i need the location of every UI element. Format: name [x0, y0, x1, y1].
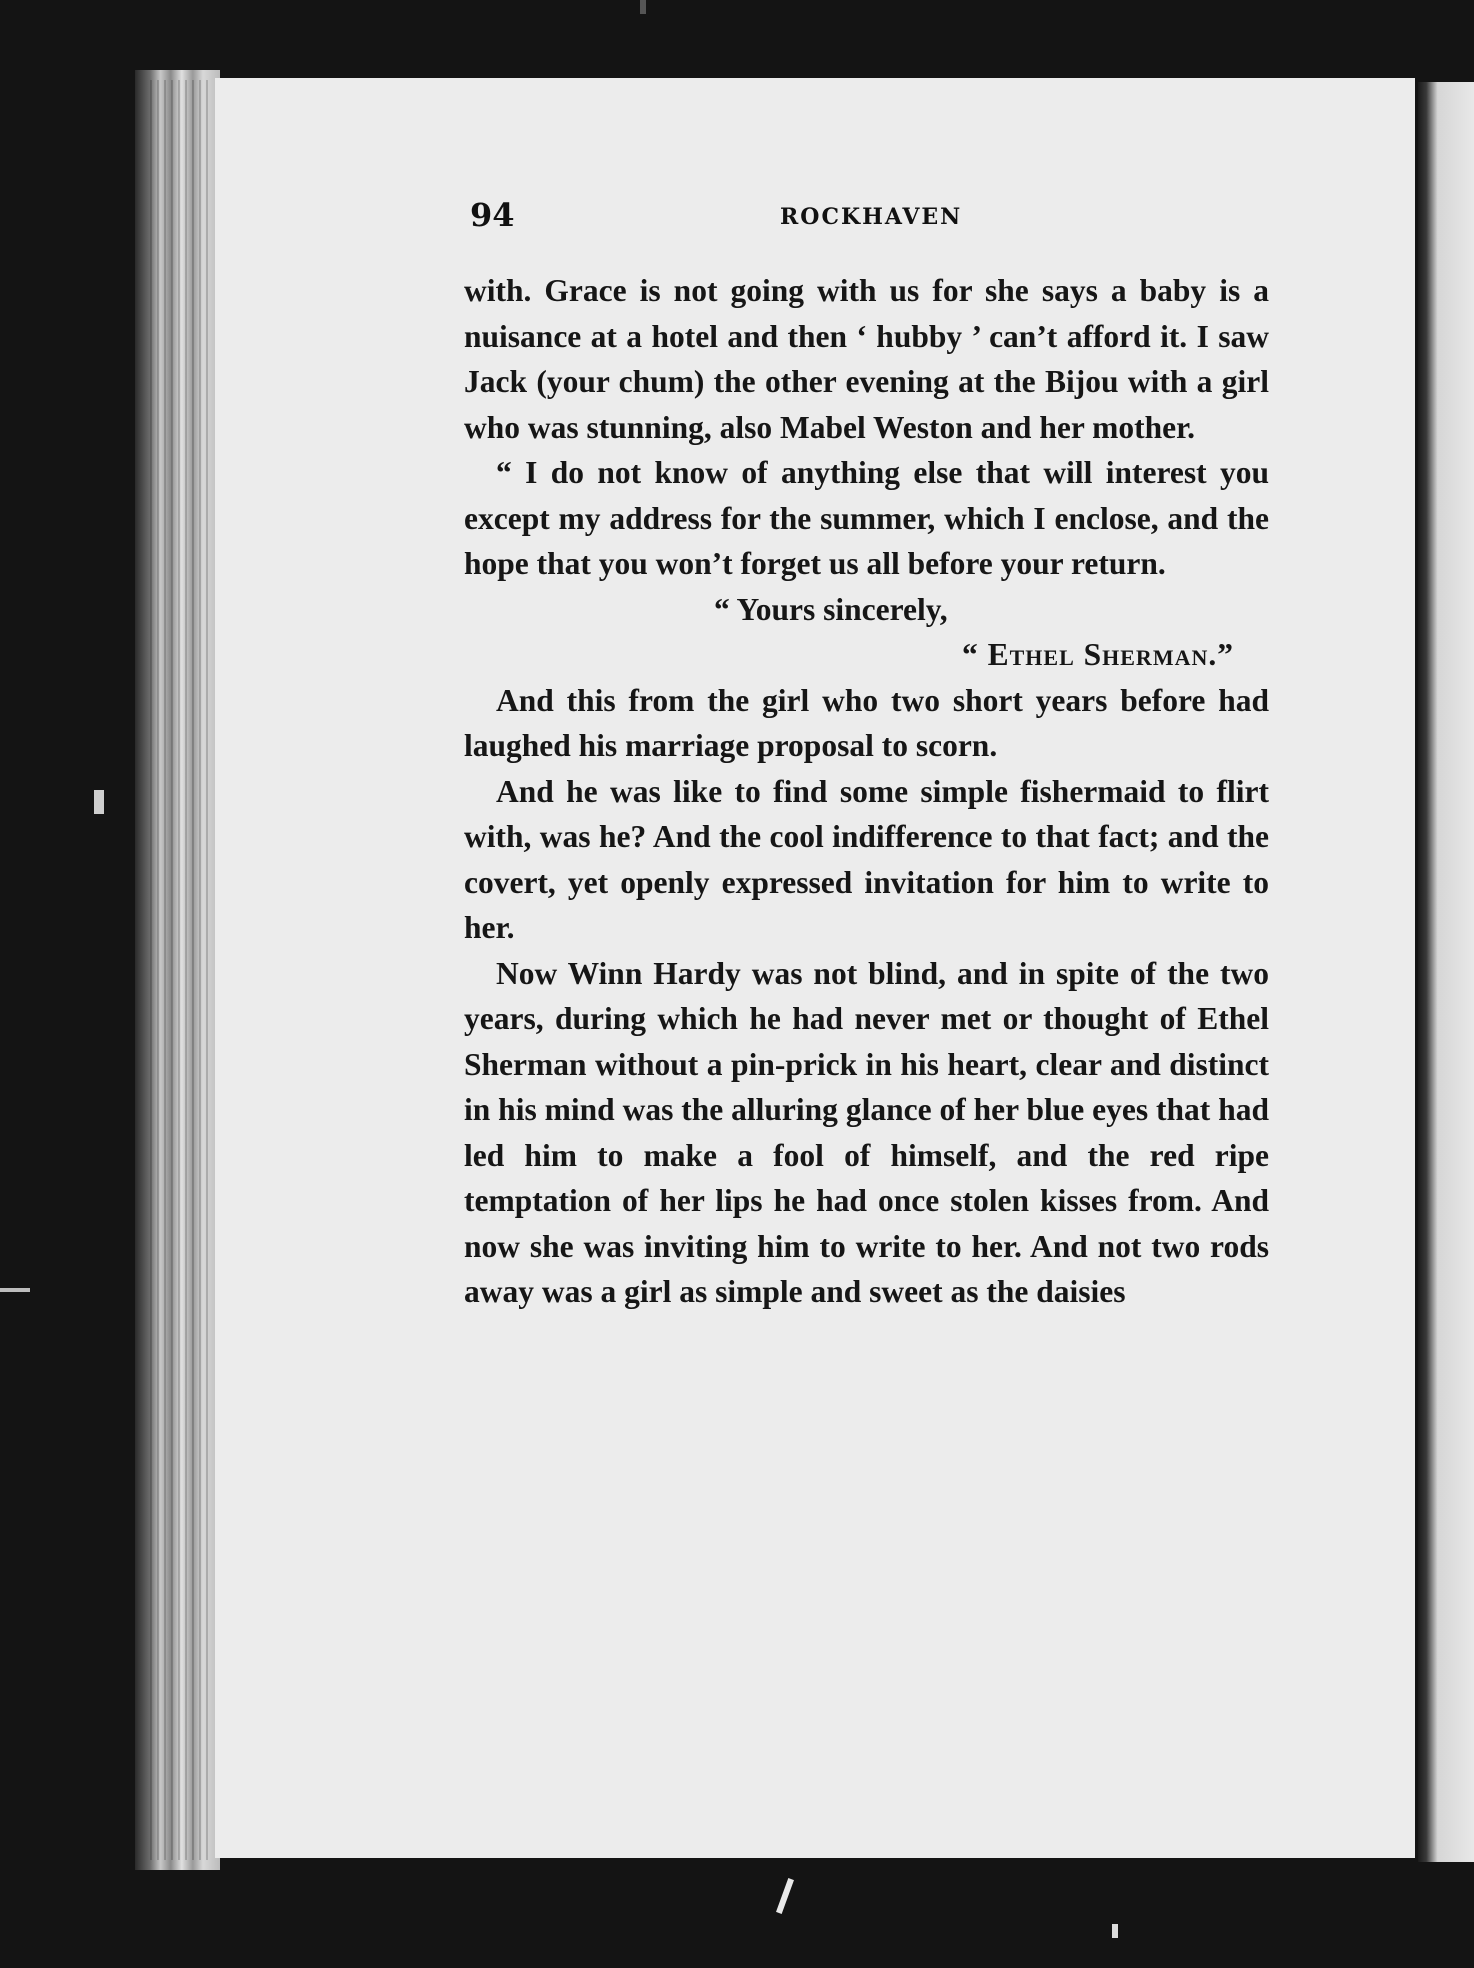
- scan-speck: [776, 1878, 794, 1914]
- letter-signature: “ Ethel Sherman.”: [961, 637, 1234, 672]
- page-body: [464, 268, 1269, 1315]
- scan-speck: [94, 790, 104, 814]
- paragraph: with. Grace is not going with us for she says a baby is a nuisance at a hotel and then ‘ hubby ’ can’t afford it. I saw Jack (your chum) the other evening at the Bijou with a girl who was stunning, also Mabel Weston and her mother.: [464, 273, 1269, 445]
- paragraph: “ I do not know of anything else that will interest you except my address for the summer, which I enclose, and the hope that you won’t forget us all before your return.: [464, 455, 1269, 581]
- running-head: ROCKHAVEN: [780, 204, 963, 230]
- scan-speck: [0, 1288, 30, 1292]
- scan-speck: [640, 0, 646, 14]
- letter-closing: “ Yours sincerely,: [714, 591, 948, 627]
- adjacent-page-edge: [1418, 82, 1474, 1862]
- paragraph: And this from the girl who two short years before had laughed his marriage proposal to scorn.: [464, 682, 1269, 763]
- page-edges: [150, 80, 210, 1860]
- paragraph: Now Winn Hardy was not blind, and in spite of the two years, during which he had never met or thought of Ethel Sherman without a pin-prick in his heart, clear and distinct in his mind was the alluring glance of her blue eyes that had led him to make a fool of himself, and the red ripe temptation of her lips he had once stolen kisses from. And now she was inviting him to write to her. And not two rods away was a girl as simple and sweet as the daisies: [464, 955, 1269, 1309]
- scan-speck: [1112, 1924, 1118, 1938]
- page-number: 94: [470, 196, 515, 234]
- page-header: [470, 196, 1260, 236]
- paragraph: And he was like to find some simple fishermaid to flirt with, was he? And the cool indifference to that fact; and the covert, yet openly expressed invitation for him to write to her.: [464, 773, 1269, 945]
